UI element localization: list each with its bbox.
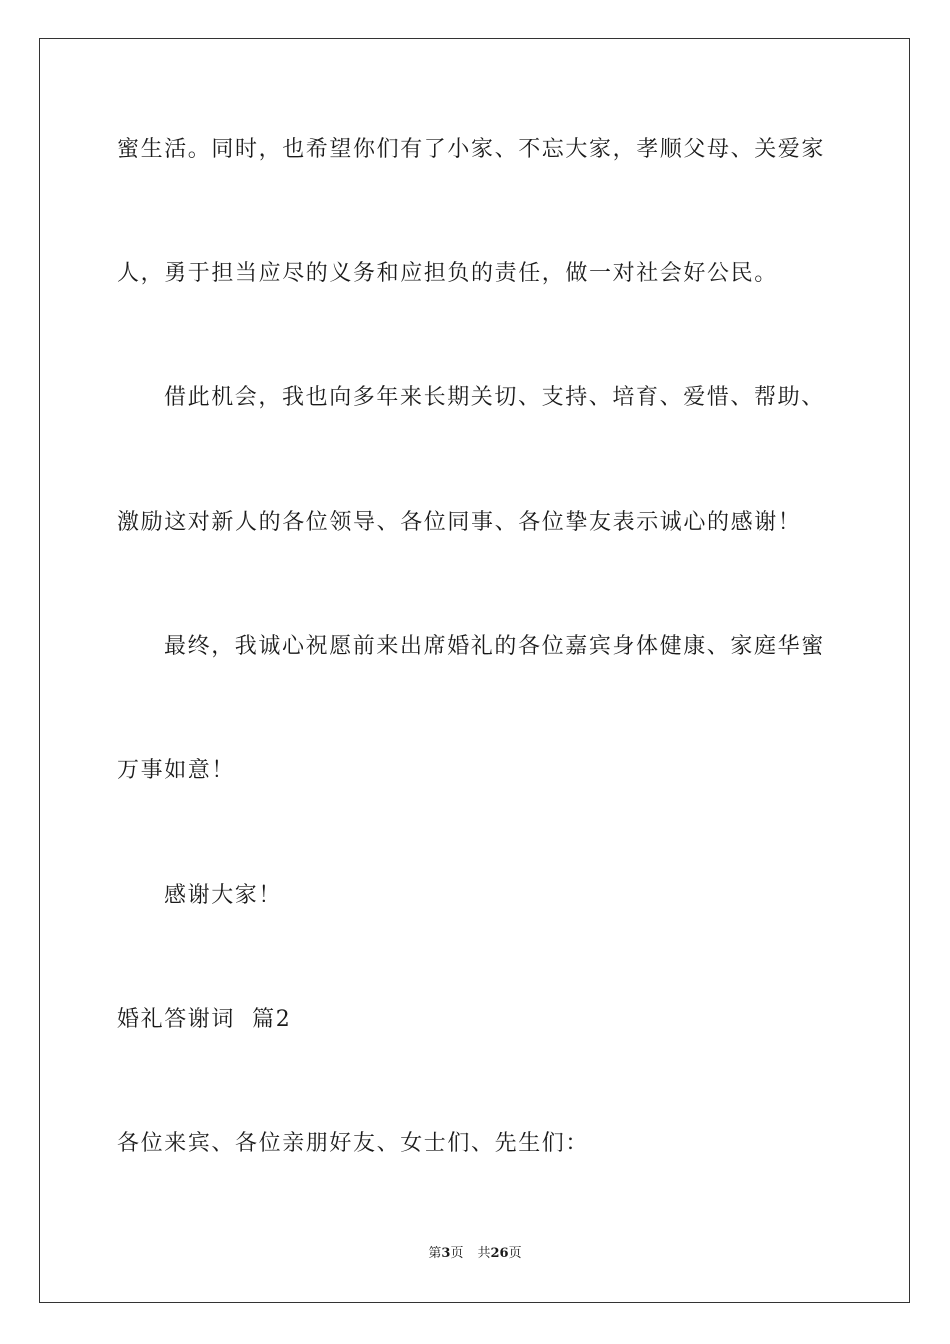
paragraph-line: 借此机会，我也向多年来长期关切、支持、培育、爱惜、帮助、 — [164, 385, 825, 410]
total-suffix: 页 — [508, 1246, 522, 1261]
paragraph-line: 各位来宾、各位亲朋好友、女士们、先生们： — [117, 1131, 590, 1156]
paragraph-line: 感谢大家！ — [164, 883, 283, 908]
page-suffix: 页 — [450, 1246, 464, 1261]
page-footer — [0, 1245, 950, 1263]
page-number: 3 — [441, 1246, 451, 1261]
total-prefix: 共 — [477, 1246, 491, 1261]
paragraph-line: 万事如意！ — [117, 758, 236, 783]
page-prefix: 第 — [428, 1246, 442, 1261]
paragraph-line: 人，勇于担当应尽的义务和应担负的责任，做一对社会好公民。 — [117, 261, 778, 286]
paragraph-line: 激励这对新人的各位领导、各位同事、各位挚友表示诚心的感谢！ — [117, 510, 802, 535]
paragraph-line: 蜜生活。同时，也希望你们有了小家、不忘大家，孝顺父母、关爱家 — [117, 137, 826, 162]
section-heading: 婚礼答谢词 篇2 — [117, 1007, 292, 1032]
page-border — [39, 38, 910, 1303]
total-pages: 26 — [490, 1246, 509, 1261]
paragraph-line: 最终，我诚心祝愿前来出席婚礼的各位嘉宾身体健康、家庭华蜜 — [164, 634, 825, 659]
